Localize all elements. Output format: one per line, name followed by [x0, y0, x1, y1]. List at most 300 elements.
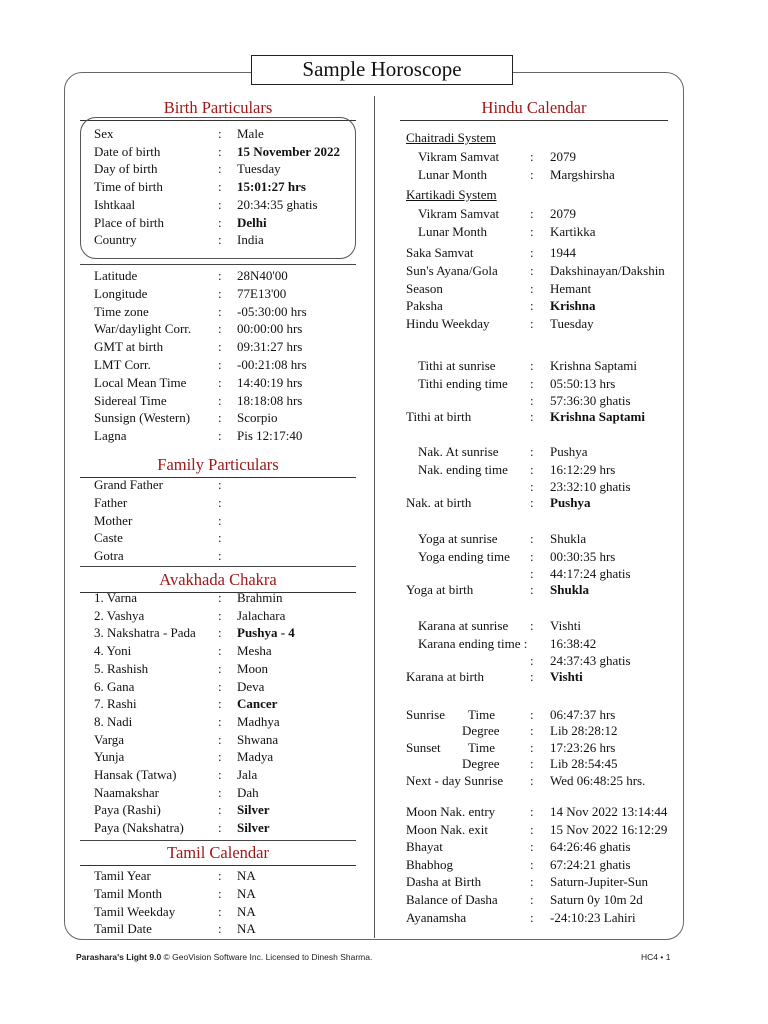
tamil-calendar-heading: Tamil Calendar: [80, 843, 356, 866]
row-label: Saka Samvat: [406, 245, 474, 260]
row-colon: :: [530, 669, 534, 684]
at-birth-row: [406, 494, 674, 512]
row-label: Moon Nak. entry: [406, 804, 496, 819]
row-label: Karana at birth: [406, 669, 484, 684]
row-label: Moon Nak. exit: [406, 821, 488, 837]
row-value: Cancer: [237, 696, 278, 712]
row-label: Grand Father: [94, 477, 163, 492]
avakhada-row: [94, 660, 354, 678]
row-colon: :: [530, 479, 534, 494]
row-value: Tuesday: [550, 316, 594, 332]
row-label: Lagna: [94, 428, 127, 444]
sunrise-row: [406, 617, 674, 635]
page-number: HC4 • 1: [641, 952, 671, 962]
row-colon: :: [530, 375, 534, 391]
row-value: 15 November 2022: [237, 143, 341, 159]
row-value: NA: [237, 903, 256, 919]
row-value: India: [237, 232, 264, 248]
ending-row: [406, 461, 674, 479]
row-colon: :: [530, 821, 534, 837]
row-colon: :: [218, 802, 222, 818]
row-colon: :: [218, 357, 222, 372]
license-text: © GeoVision Software Inc. Licensed to Dinesh Sharma.: [163, 952, 373, 962]
row-colon: :: [530, 316, 534, 332]
row-value: Pushya: [550, 495, 591, 510]
birth-row: [94, 125, 354, 143]
row-value: -24:10:23 Lahiri: [550, 909, 636, 925]
row-label: Yunja: [94, 749, 125, 765]
row-colon: :: [530, 245, 534, 260]
row-value: 16:38:42: [550, 635, 597, 651]
ending-row: [406, 548, 674, 566]
row-label: Tamil Date: [94, 921, 152, 937]
software-name: Parashara's Light 9.0: [76, 952, 162, 962]
row-colon: :: [530, 874, 534, 890]
row-label: Yoga at birth: [406, 582, 474, 597]
row-value: 09:31:27 hrs: [237, 339, 303, 355]
row-label: Caste: [94, 530, 123, 546]
row-colon: :: [218, 494, 222, 510]
row-value: Pis 12:17:40: [237, 428, 303, 444]
row-value: Silver: [237, 820, 270, 836]
row-value: 20:34:35 ghatis: [237, 196, 318, 212]
avakhada-row: [94, 766, 354, 784]
birth-row: [94, 214, 354, 232]
geo-row: [94, 320, 354, 338]
row-colon: :: [218, 232, 222, 248]
avakhada-row: [94, 713, 354, 731]
row-label: Paya (Rashi): [94, 802, 161, 818]
row-value: Jala: [237, 767, 258, 782]
row-value: Saturn-Jupiter-Sun: [550, 874, 648, 890]
row-value: 64:26:46 ghatis: [550, 839, 631, 855]
row-value: Krishna Saptami: [550, 358, 638, 373]
at-birth-row: [406, 668, 674, 686]
row-value: Kartikka: [550, 223, 596, 239]
row-colon: :: [530, 461, 534, 477]
row-colon: :: [530, 149, 534, 164]
row-label: Nak. At sunrise: [418, 444, 499, 459]
row-value: Madya: [237, 749, 274, 765]
row-value: Deva: [237, 678, 265, 694]
row-label: 5. Rashish: [94, 660, 149, 676]
row-colon: :: [530, 839, 534, 855]
row-label: Karana ending time :: [418, 635, 528, 651]
sunrise-degree-value: Lib 28:28:12: [550, 723, 618, 738]
row-label: Mother: [94, 512, 133, 528]
row-colon: :: [218, 784, 222, 800]
row-colon: :: [530, 444, 534, 459]
at-birth-row: [406, 408, 674, 426]
geo-row: [94, 427, 354, 445]
hindu-row: [406, 262, 674, 280]
row-value: Vishti: [550, 669, 583, 684]
row-colon: :: [218, 696, 222, 712]
family-row: [94, 547, 354, 565]
sunrise-row: [406, 443, 674, 461]
row-value: 28N40'00: [237, 268, 288, 283]
family-row: [94, 529, 354, 547]
row-label: Tithi ending time: [418, 375, 508, 391]
row-value: 24:37:43 ghatis: [550, 653, 631, 668]
row-colon: :: [530, 409, 534, 424]
tamil-row: [94, 885, 354, 903]
row-colon: :: [530, 495, 534, 510]
row-label: Lunar Month: [418, 166, 487, 182]
birth-particulars-heading: Birth Particulars: [80, 98, 356, 121]
sunrise-row: [406, 357, 674, 375]
colon: :: [530, 773, 534, 788]
row-value: Krishna Saptami: [550, 409, 645, 424]
footer-credit: [76, 951, 372, 963]
avakhada-row: [94, 801, 354, 819]
kartikadi-system-title: Kartikadi System: [406, 187, 497, 202]
row-colon: :: [530, 166, 534, 182]
row-colon: :: [218, 713, 222, 729]
row-value: Shwana: [237, 731, 279, 747]
row-label: Longitude: [94, 285, 148, 301]
row-colon: :: [530, 262, 534, 278]
row-label: Gotra: [94, 548, 124, 564]
row-value: 15:01:27 hrs: [237, 179, 306, 195]
row-colon: :: [530, 206, 534, 221]
row-value: Scorpio: [237, 410, 278, 426]
row-colon: :: [530, 393, 534, 408]
row-label: 2. Vashya: [94, 607, 145, 623]
row-colon: :: [218, 548, 222, 564]
tamil-row: [94, 920, 354, 938]
row-value: Silver: [237, 802, 270, 818]
row-colon: :: [218, 767, 222, 782]
row-value: Margshirsha: [550, 166, 615, 182]
row-colon: :: [218, 921, 222, 937]
kartikadi-row: [406, 205, 674, 223]
row-label: Place of birth: [94, 214, 165, 230]
row-label: Hansak (Tatwa): [94, 767, 177, 782]
row-value: 2079: [550, 149, 576, 164]
avakhada-row: [94, 819, 354, 837]
row-value: Tuesday: [237, 161, 281, 177]
row-value: Male: [237, 126, 264, 141]
row-label: Tamil Year: [94, 868, 151, 883]
row-value: Madhya: [237, 713, 280, 729]
sunrise-time-label: Time: [468, 707, 495, 722]
row-label: Time of birth: [94, 179, 163, 195]
row-label: Tithi at birth: [406, 409, 472, 424]
row-colon: :: [218, 410, 222, 426]
row-label: Ayanamsha: [406, 909, 467, 925]
row-colon: :: [218, 392, 222, 408]
row-value: NA: [237, 885, 256, 901]
row-value: 00:30:35 hrs: [550, 548, 616, 564]
row-colon: :: [218, 477, 222, 492]
family-row: [94, 494, 354, 512]
row-label: Bhayat: [406, 839, 443, 855]
row-colon: :: [218, 885, 222, 901]
row-value: Dakshinayan/Dakshin: [550, 262, 665, 278]
row-colon: :: [218, 285, 222, 301]
row-value: Shukla: [550, 582, 590, 597]
row-colon: :: [218, 303, 222, 319]
family-row: [94, 512, 354, 530]
row-label: Sidereal Time: [94, 392, 167, 408]
row-value: Moon: [237, 660, 269, 676]
sunset-time-value: 17:23:26 hrs: [550, 740, 616, 755]
avakhada-row: [94, 589, 354, 607]
chaitradi-row: [406, 148, 674, 166]
family-particulars-heading: Family Particulars: [80, 455, 356, 478]
row-label: Nak. at birth: [406, 495, 472, 510]
row-value: 57:36:30 ghatis: [550, 393, 631, 408]
moon-row: [406, 838, 674, 856]
row-colon: :: [218, 625, 222, 641]
row-colon: :: [530, 358, 534, 373]
moon-row: [406, 873, 674, 891]
row-colon: :: [530, 892, 534, 907]
row-label: Lunar Month: [418, 223, 487, 239]
avakhada-row: [94, 748, 354, 766]
row-colon: :: [218, 820, 222, 836]
row-value: 15 Nov 2022 16:12:29: [550, 821, 668, 837]
row-value: 05:50:13 hrs: [550, 375, 616, 391]
row-label: Nak. ending time: [418, 461, 508, 477]
row-label: Paya (Nakshatra): [94, 820, 184, 836]
hindu-row: [406, 244, 674, 262]
row-colon: :: [218, 143, 222, 159]
row-label: Bhabhog: [406, 856, 453, 872]
row-value: 00:00:00 hrs: [237, 321, 303, 337]
geo-row: [94, 267, 354, 285]
row-label: Dasha at Birth: [406, 874, 482, 890]
moon-row: [406, 821, 674, 839]
sunset-degree-label: Degree: [462, 756, 500, 771]
row-colon: :: [218, 643, 222, 659]
row-label: Season: [406, 280, 443, 296]
page-title: Sample Horoscope: [251, 55, 513, 85]
avakhada-row: [94, 624, 354, 642]
row-label: War/daylight Corr.: [94, 321, 192, 337]
row-label: Date of birth: [94, 143, 161, 159]
row-label: Hindu Weekday: [406, 316, 490, 332]
avakhada-row: [94, 784, 354, 802]
geo-row: [94, 303, 354, 321]
row-value: NA: [237, 868, 256, 883]
row-value: 23:32:10 ghatis: [550, 479, 631, 494]
birth-row: [94, 178, 354, 196]
hindu-row: [406, 315, 674, 333]
row-value: 16:12:29 hrs: [550, 461, 616, 477]
chaitradi-system-title: Chaitradi System: [406, 130, 496, 145]
sunset-label: Sunset: [406, 740, 441, 755]
row-colon: :: [218, 749, 222, 765]
row-label: Karana at sunrise: [418, 618, 509, 633]
moon-row: [406, 891, 674, 909]
row-label: Balance of Dasha: [406, 892, 498, 907]
geo-row: [94, 374, 354, 392]
row-colon: :: [218, 868, 222, 883]
row-colon: :: [218, 512, 222, 528]
row-colon: :: [530, 531, 534, 546]
avakhada-row: [94, 607, 354, 625]
row-colon: :: [218, 678, 222, 694]
row-colon: :: [218, 196, 222, 212]
row-value: Vishti: [550, 618, 582, 633]
row-value: Hemant: [550, 280, 592, 296]
tamil-row: [94, 903, 354, 921]
row-value: Dah: [237, 784, 259, 800]
row-label: Vikram Samvat: [418, 149, 500, 164]
row-colon: :: [530, 582, 534, 597]
row-value: 14:40:19 hrs: [237, 374, 303, 390]
row-colon: :: [530, 548, 534, 564]
row-label: Sun's Ayana/Gola: [406, 262, 498, 278]
section-rule: [80, 566, 356, 567]
ending-row: [406, 635, 674, 653]
row-colon: :: [530, 653, 534, 668]
row-label: Day of birth: [94, 161, 158, 177]
birth-row: [94, 196, 354, 214]
row-value: Brahmin: [237, 590, 283, 605]
row-colon: :: [218, 607, 222, 623]
next-day-sunrise-label: Next - day Sunrise: [406, 773, 504, 788]
hindu-row: [406, 280, 674, 298]
colon: :: [530, 723, 534, 738]
row-label: Vikram Samvat: [418, 206, 500, 221]
colon: :: [530, 756, 534, 771]
row-value: Delhi: [237, 214, 267, 230]
geo-row: [94, 409, 354, 427]
sunset-degree-value: Lib 28:54:45: [550, 756, 618, 771]
row-colon: :: [530, 909, 534, 925]
row-label: Sex: [94, 126, 114, 141]
moon-row: [406, 803, 674, 821]
row-colon: :: [530, 804, 534, 819]
row-colon: :: [218, 428, 222, 444]
row-colon: :: [218, 179, 222, 195]
row-label: 6. Gana: [94, 678, 135, 694]
column-divider: [374, 96, 375, 938]
avakhada-row: [94, 642, 354, 660]
geo-row: [94, 356, 354, 374]
row-colon: :: [530, 618, 534, 633]
hindu-calendar-heading: Hindu Calendar: [400, 98, 668, 121]
row-colon: :: [530, 280, 534, 296]
row-value: 1944: [550, 245, 576, 260]
hindu-row: [406, 297, 674, 315]
row-colon: :: [218, 321, 222, 337]
row-label: GMT at birth: [94, 339, 164, 355]
next-day-sunrise-value: Wed 06:48:25 hrs.: [550, 773, 646, 788]
row-label: Local Mean Time: [94, 374, 187, 390]
row-colon: :: [218, 530, 222, 546]
sunrise-time-value: 06:47:37 hrs: [550, 707, 616, 722]
section-rule: [80, 264, 356, 265]
row-label: 4. Yoni: [94, 643, 132, 659]
row-value: 67:24:21 ghatis: [550, 856, 631, 872]
sunrise-degree-label: Degree: [462, 723, 500, 738]
row-label: Ishtkaal: [94, 196, 136, 212]
row-colon: :: [218, 214, 222, 230]
row-colon: :: [530, 298, 534, 314]
row-value: NA: [237, 921, 256, 937]
birth-row: [94, 160, 354, 178]
row-colon: :: [218, 903, 222, 919]
row-label: 3. Nakshatra - Pada: [94, 625, 196, 641]
at-birth-row: [406, 581, 674, 599]
row-label: Sunsign (Western): [94, 410, 191, 426]
row-colon: :: [218, 374, 222, 390]
row-label: Yoga ending time: [418, 548, 510, 564]
ending-row: [406, 375, 674, 393]
row-value: -05:30:00 hrs: [237, 303, 307, 319]
row-value: 2079: [550, 206, 576, 221]
row-label: Naamakshar: [94, 784, 159, 800]
row-colon: :: [218, 339, 222, 355]
colon: :: [530, 707, 534, 722]
row-label: LMT Corr.: [94, 357, 151, 372]
row-value: 44:17:24 ghatis: [550, 566, 631, 581]
sunset-time-label: Time: [468, 740, 495, 755]
avakhada-row: [94, 731, 354, 749]
chaitradi-row: [406, 166, 674, 184]
row-label: Tamil Month: [94, 885, 163, 901]
row-colon: :: [218, 268, 222, 283]
row-label: Country: [94, 232, 137, 248]
moon-row: [406, 909, 674, 927]
geo-row: [94, 392, 354, 410]
moon-row: [406, 856, 674, 874]
row-colon: :: [218, 590, 222, 605]
colon: :: [530, 740, 534, 755]
row-label: 8. Nadi: [94, 713, 133, 729]
row-label: Yoga at sunrise: [418, 531, 498, 546]
birth-row: [94, 143, 354, 161]
row-colon: :: [530, 566, 534, 581]
row-value: 14 Nov 2022 13:14:44: [550, 804, 668, 819]
geo-row: [94, 338, 354, 356]
row-label: Father: [94, 494, 128, 510]
family-row: [94, 476, 354, 494]
geo-row: [94, 285, 354, 303]
row-label: Paksha: [406, 298, 443, 314]
row-colon: :: [530, 223, 534, 239]
row-value: Shukla: [550, 531, 587, 546]
row-label: 7. Rashi: [94, 696, 137, 712]
row-colon: :: [218, 731, 222, 747]
section-rule: [80, 840, 356, 841]
row-label: Tithi at sunrise: [418, 358, 496, 373]
row-label: Varga: [94, 731, 125, 747]
row-label: Tamil Weekday: [94, 903, 176, 919]
sunrise-label: Sunrise: [406, 707, 445, 722]
row-label: Time zone: [94, 303, 149, 319]
row-value: 18:18:08 hrs: [237, 392, 303, 408]
kartikadi-row: [406, 223, 674, 241]
row-colon: :: [218, 126, 222, 141]
row-value: Mesha: [237, 643, 272, 659]
row-value: Pushya - 4: [237, 625, 295, 641]
sunrise-row: [406, 530, 674, 548]
row-colon: :: [218, 161, 222, 177]
row-value: Krishna: [550, 298, 596, 314]
row-label: Latitude: [94, 268, 138, 283]
row-value: Pushya: [550, 444, 588, 459]
row-label: 1. Varna: [94, 590, 138, 605]
row-colon: :: [530, 856, 534, 872]
tamil-row: [94, 867, 354, 885]
row-value: 77E13'00: [237, 285, 287, 301]
row-value: -00:21:08 hrs: [237, 357, 307, 372]
